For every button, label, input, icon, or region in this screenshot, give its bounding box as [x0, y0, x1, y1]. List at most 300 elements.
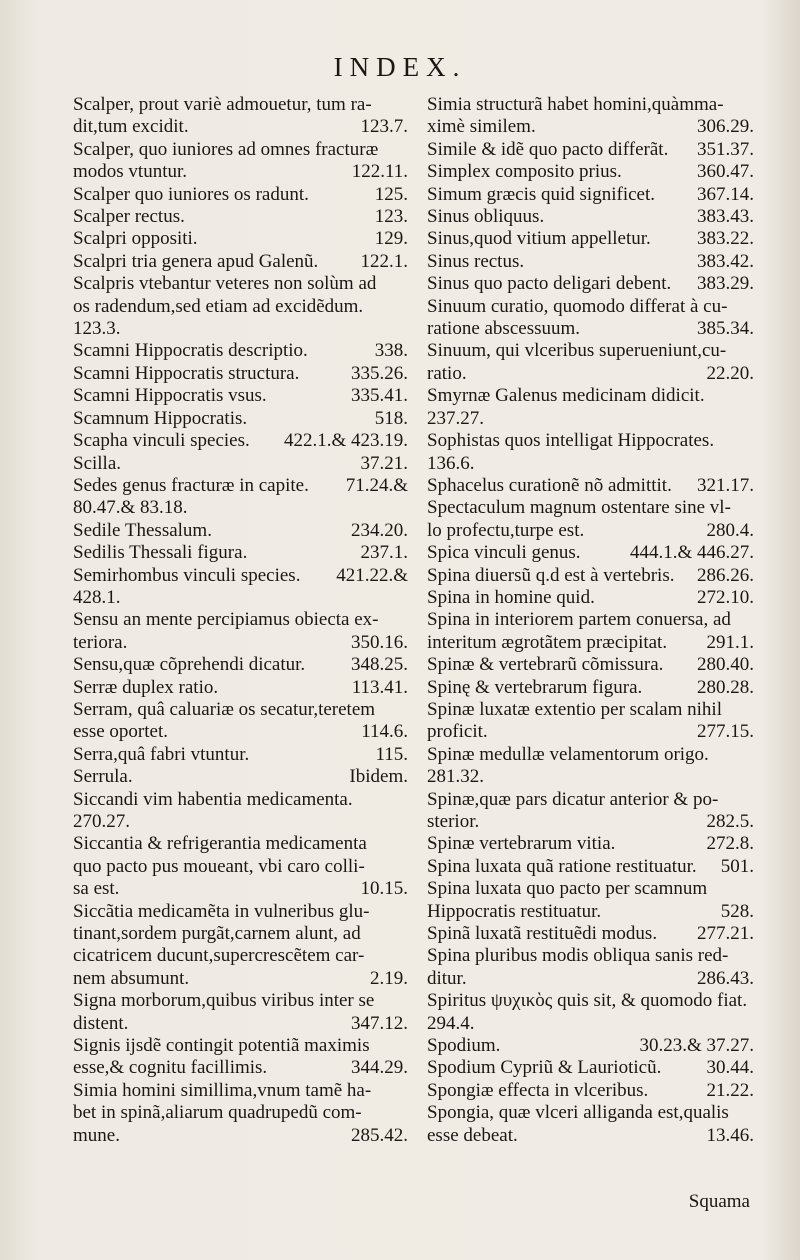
entry-text: Scalpris vtebantur veteres non solùm ad	[73, 273, 377, 295]
page-reference: 123.	[374, 206, 408, 228]
entry-line	[73, 1125, 408, 1147]
entry-text: Semirhombus vinculi species.	[73, 564, 301, 586]
entry-line	[73, 990, 408, 1012]
entry-text: lo profectu,turpe est.	[427, 519, 585, 541]
index-entry	[427, 228, 754, 250]
entry-line	[427, 833, 754, 855]
entry-line	[427, 296, 754, 318]
index-entry	[427, 677, 754, 699]
index-entry	[427, 744, 754, 789]
index-entry	[427, 699, 754, 744]
entry-text: 281.32.	[427, 766, 484, 788]
index-entry	[73, 565, 408, 610]
entry-line	[427, 161, 754, 183]
index-entry	[73, 699, 408, 744]
entry-line	[73, 475, 408, 497]
entry-text: sa est.	[73, 878, 120, 900]
page-reference: 335.41.	[351, 385, 408, 407]
entry-line	[427, 520, 754, 542]
entry-text: Scalper, prout variè admouetur, tum ra-	[73, 94, 372, 115]
right-column	[427, 94, 754, 1147]
entry-text: Sensu,quæ cõprehendi dicatur.	[73, 654, 306, 676]
entry-text: 136.6.	[427, 452, 475, 474]
entry-text: Spinæ,quæ pars dicatur anterior & po-	[427, 788, 719, 810]
index-entry	[73, 273, 408, 340]
entry-text: cicatricem ducunt,supercrescẽtem car-	[73, 945, 365, 967]
index-entry	[73, 833, 408, 900]
entry-line	[73, 273, 408, 295]
entry-text: Spica vinculi genus.	[427, 542, 581, 564]
page-reference: 280.28.	[697, 676, 754, 698]
entry-text: Scalper rectus.	[73, 206, 185, 228]
entry-line	[73, 721, 408, 743]
entry-text: proficit.	[427, 721, 488, 743]
left-column	[73, 94, 408, 1147]
page-reference: 129.	[374, 228, 408, 250]
page-reference: 291.1.	[706, 631, 754, 653]
entry-text: 294.4.	[427, 1012, 475, 1034]
entry-line	[73, 296, 408, 318]
entry-text: Spinæ & vertebrarũ cõmissura.	[427, 654, 664, 676]
page-reference: 30.44.	[706, 1057, 754, 1079]
index-entry	[427, 273, 754, 295]
index-entry	[427, 161, 754, 183]
index-entry	[73, 475, 408, 520]
page-reference: 335.26.	[351, 362, 408, 384]
entry-line	[73, 1013, 408, 1035]
page-reference: 282.5.	[706, 811, 754, 832]
index-entry	[427, 296, 754, 341]
page-reference: 444.1.& 446.27.	[629, 542, 754, 564]
entry-text: teriora.	[73, 631, 128, 653]
page-reference: 125.	[374, 183, 408, 205]
entry-text: Simia homini simillima,vnum tamẽ ha-	[73, 1079, 372, 1101]
entry-text: Scamnum Hippocratis.	[73, 407, 248, 429]
entry-text: Sinus,quod vitium appelletur.	[427, 228, 651, 250]
entry-line	[73, 945, 408, 967]
index-entry	[427, 251, 754, 273]
index-entry	[73, 677, 408, 699]
index-entry	[73, 94, 408, 139]
entry-line	[73, 789, 408, 811]
entry-text: Sensu an mente percipiamus obiecta ex-	[73, 609, 379, 631]
entry-text: ratio.	[427, 362, 467, 384]
page-reference: 280.4.	[706, 519, 754, 541]
entry-text: Hippocratis restituatur.	[427, 900, 602, 922]
entry-text: Simia structurã habet homini,quàmma-	[427, 94, 724, 115]
entry-text: nem absumunt.	[73, 967, 190, 989]
index-entry	[427, 789, 754, 834]
index-entry	[427, 878, 754, 923]
entry-text: mune.	[73, 1124, 120, 1146]
index-entry	[427, 1057, 754, 1079]
page-reference: 122.1.	[360, 250, 408, 272]
entry-line	[73, 609, 408, 631]
entry-line	[73, 1057, 408, 1079]
index-entry	[427, 1102, 754, 1147]
page-reference: 285.42.	[351, 1124, 408, 1146]
entry-text: Siccantia & refrigerantia medicamenta	[73, 833, 367, 855]
entry-line	[427, 542, 754, 564]
index-entry	[73, 1035, 408, 1080]
entry-line	[427, 587, 754, 609]
page-reference: 344.29.	[351, 1057, 408, 1079]
entry-line	[427, 923, 754, 945]
entry-text: 270.27.	[73, 811, 130, 832]
page-reference: 13.46.	[706, 1124, 754, 1146]
entry-line	[427, 654, 754, 676]
page-reference: 286.43.	[697, 967, 754, 989]
entry-line	[427, 206, 754, 228]
page-reference: 272.8.	[706, 833, 754, 855]
entry-text: Signis ijsdẽ contingit potentiã maximis	[73, 1035, 370, 1057]
entry-line	[427, 273, 754, 295]
page-reference: 10.15.	[360, 878, 408, 900]
index-entry	[427, 856, 754, 878]
index-entry	[427, 654, 754, 676]
index-entry	[73, 789, 408, 834]
entry-text: Spongiæ effecta in vlceribus.	[427, 1079, 649, 1101]
entry-line	[73, 318, 408, 340]
page-reference: 351.37.	[697, 138, 754, 160]
entry-line	[73, 833, 408, 855]
page-reference: 528.	[720, 900, 754, 922]
entry-text: Serra,quâ fabri vtuntur.	[73, 743, 250, 765]
entry-text: 428.1.	[73, 586, 121, 608]
entry-text: Sinus obliquus.	[427, 206, 545, 228]
entry-line	[427, 789, 754, 811]
index-entry	[73, 206, 408, 228]
entry-text: Spina luxata quo pacto per scamnum	[427, 878, 708, 900]
entry-line	[427, 968, 754, 990]
index-entry	[427, 833, 754, 855]
page-reference: 123.7.	[360, 116, 408, 138]
page-reference: 115.	[375, 743, 408, 765]
entry-line	[427, 1125, 754, 1147]
entry-line	[427, 699, 754, 721]
entry-text: ditur.	[427, 967, 467, 989]
entry-text: Spinæ medullæ velamentorum origo.	[427, 743, 709, 765]
entry-line	[427, 1080, 754, 1102]
entry-text: Spina diuersũ q.d est à vertebris.	[427, 564, 675, 586]
index-entry	[73, 609, 408, 654]
entry-text: Scilla.	[73, 452, 122, 474]
entry-line	[73, 251, 408, 273]
entry-line	[427, 1057, 754, 1079]
index-entry	[427, 385, 754, 430]
entry-text: tinant,sordem purgãt,carnem alunt, ad	[73, 923, 361, 945]
entry-text: esse debeat.	[427, 1124, 518, 1146]
entry-text: Siccandi vim habentia medicamenta.	[73, 788, 353, 810]
index-entry	[73, 990, 408, 1035]
entry-line	[427, 744, 754, 766]
entry-text: Serrula.	[73, 766, 133, 788]
page-reference: 367.14.	[697, 183, 754, 205]
entry-line	[427, 228, 754, 250]
entry-text: Scalper, quo iuniores ad omnes fracturæ	[73, 138, 379, 160]
index-entry	[73, 1080, 408, 1147]
entry-line	[427, 139, 754, 161]
entry-line	[73, 811, 408, 833]
page-reference: 280.40.	[697, 654, 754, 676]
entry-line	[73, 1035, 408, 1057]
entry-line	[73, 654, 408, 676]
entry-line	[427, 945, 754, 967]
index-entry	[427, 139, 754, 161]
entry-text: Sedile Thessalum.	[73, 519, 212, 541]
entry-line	[73, 430, 408, 452]
entry-line	[73, 497, 408, 519]
page-reference: 2.19.	[370, 967, 408, 989]
entry-line	[73, 677, 408, 699]
entry-text: Sedes genus fracturæ in capite.	[73, 474, 309, 496]
page-reference: 277.15.	[697, 721, 754, 743]
entry-line	[427, 340, 754, 362]
entry-line	[427, 94, 754, 116]
entry-text: Scamni Hippocratis vsus.	[73, 385, 267, 407]
entry-text: Sophistas quos intelligat Hippocrates.	[427, 430, 715, 452]
page-reference: 71.24.&	[345, 474, 408, 496]
index-entry	[73, 453, 408, 475]
entry-text: Scalpri tria genera apud Galenũ.	[73, 250, 319, 272]
entry-line	[73, 228, 408, 250]
entry-line	[73, 206, 408, 228]
entry-text: 237.27.	[427, 407, 484, 429]
entry-text: dit,tum excidit.	[73, 116, 189, 138]
index-entry	[427, 497, 754, 542]
entry-line	[73, 587, 408, 609]
entry-line	[73, 520, 408, 542]
entry-line	[427, 430, 754, 452]
entry-text: 123.3.	[73, 318, 121, 340]
page-reference: 383.42.	[697, 250, 754, 272]
entry-text: Spongia, quæ vlceri alliganda est,qualis	[427, 1102, 729, 1124]
entry-line	[73, 766, 408, 788]
entry-line	[427, 878, 754, 900]
page-reference: 348.25.	[351, 654, 408, 676]
index-entry	[427, 587, 754, 609]
entry-text: ximè similem.	[427, 116, 536, 138]
entry-line	[73, 340, 408, 362]
index-entry	[73, 901, 408, 991]
page-reference: 350.16.	[351, 631, 408, 653]
entry-line	[73, 856, 408, 878]
entry-text: Spinę & vertebrarum figura.	[427, 676, 643, 698]
page-reference: 383.22.	[697, 228, 754, 250]
entry-text: Sinus rectus.	[427, 250, 525, 272]
page-reference: 518.	[374, 407, 408, 429]
page-reference: 30.23.& 37.27.	[639, 1035, 754, 1057]
page-reference: 237.1.	[360, 542, 408, 564]
entry-line	[427, 453, 754, 475]
entry-text: Spina in interiorem partem conuersa, ad	[427, 609, 731, 631]
index-entry	[427, 923, 754, 945]
entry-text: Serram, quâ caluariæ os secatur,teretem	[73, 698, 376, 720]
entry-text: Signa morborum,quibus viribus inter se	[73, 990, 375, 1012]
page-reference: 360.47.	[697, 161, 754, 183]
index-entry	[427, 990, 754, 1035]
entry-line	[73, 923, 408, 945]
entry-line	[73, 565, 408, 587]
entry-text: Spina pluribus modis obliqua sanis red-	[427, 945, 729, 967]
entry-line	[427, 609, 754, 631]
entry-line	[427, 184, 754, 206]
index-entry	[73, 251, 408, 273]
entry-line	[427, 116, 754, 138]
entry-text: Sedilis Thessali figura.	[73, 542, 248, 564]
entry-text: Smyrnæ Galenus medicinam didicit.	[427, 385, 705, 407]
page-reference: 422.1.& 423.19.	[283, 430, 408, 452]
entry-line	[73, 385, 408, 407]
entry-text: Spina luxata quã ratione restituatur.	[427, 855, 697, 877]
page-reference: 37.21.	[360, 452, 408, 474]
entry-text: Scapha vinculi species.	[73, 430, 250, 452]
page-reference: 113.41.	[351, 676, 408, 698]
page-reference: 347.12.	[351, 1012, 408, 1034]
page-reference: 421.22.&	[336, 564, 408, 586]
entry-line	[427, 318, 754, 340]
entry-line	[427, 1035, 754, 1057]
entry-line	[427, 408, 754, 430]
index-entry	[427, 565, 754, 587]
entry-text: Sinuum, qui vlceribus superueniunt,cu-	[427, 340, 727, 362]
index-entry	[73, 520, 408, 542]
index-entry	[427, 206, 754, 228]
index-entry	[427, 475, 754, 497]
entry-text: Spinæ vertebrarum vitia.	[427, 833, 616, 855]
entry-text: 80.47.& 83.18.	[73, 497, 188, 519]
entry-line	[427, 385, 754, 407]
entry-line	[73, 453, 408, 475]
entry-text: os radendum,sed etiam ad excidẽdum.	[73, 295, 364, 317]
entry-text: Scalpri oppositi.	[73, 228, 198, 250]
entry-text: Simplex composito prius.	[427, 161, 622, 183]
index-entry	[427, 1080, 754, 1102]
index-entry	[73, 184, 408, 206]
index-entry	[427, 609, 754, 654]
entry-text: quo pacto pus moueant, vbi caro colli-	[73, 855, 365, 877]
page-reference: 22.20.	[706, 362, 754, 384]
index-entry	[73, 408, 408, 430]
entry-text: Sinus quo pacto deligari debent.	[427, 273, 672, 295]
entry-line	[73, 632, 408, 654]
entry-text: Sinuum curatio, quomodo differat à cu-	[427, 295, 728, 317]
entry-text: Simum græcis quid significet.	[427, 183, 655, 205]
index-entry	[73, 139, 408, 184]
entry-line	[427, 1013, 754, 1035]
entry-line	[427, 856, 754, 878]
entry-line	[427, 475, 754, 497]
entry-line	[427, 901, 754, 923]
page-reference: 277.21.	[697, 923, 754, 945]
index-entry	[73, 385, 408, 407]
entry-text: Spodium.	[427, 1035, 501, 1057]
entry-line	[73, 878, 408, 900]
page-reference: 501.	[720, 855, 754, 877]
page-reference: 383.43.	[697, 206, 754, 228]
entry-line	[427, 565, 754, 587]
index-entry	[427, 340, 754, 385]
entry-text: interitum ægrotãtem præcipitat.	[427, 631, 668, 653]
entry-text: Sphacelus curationẽ nõ admittit.	[427, 474, 672, 496]
entry-line	[427, 497, 754, 519]
index-entry	[427, 945, 754, 990]
index-entry	[427, 94, 754, 139]
entry-text: Simile & idẽ quo pacto differãt.	[427, 138, 669, 160]
page-reference: 21.22.	[706, 1079, 754, 1101]
entry-line	[427, 811, 754, 833]
page-reference: 306.29.	[697, 116, 754, 138]
page-reference: 122.11.	[351, 161, 408, 183]
entry-text: Scamni Hippocratis structura.	[73, 362, 300, 384]
entry-text: modos vtuntur.	[73, 161, 188, 183]
entry-text: bet in spinã,aliarum quadrupedũ com-	[73, 1102, 362, 1124]
entry-text: Spiritus ψυχικὸς quis sit, & quomodo fiat.	[427, 990, 748, 1012]
entry-line	[73, 363, 408, 385]
entry-line	[73, 699, 408, 721]
index-entry	[427, 184, 754, 206]
entry-line	[73, 184, 408, 206]
catchword: Squama	[688, 1191, 750, 1212]
entry-text: Spectaculum magnum ostentare sine vl-	[427, 497, 731, 519]
index-entry	[73, 340, 408, 362]
entry-line	[73, 408, 408, 430]
entry-line	[427, 990, 754, 1012]
index-entry	[427, 430, 754, 475]
page-reference: 383.29.	[697, 273, 754, 295]
entry-line	[73, 901, 408, 923]
entry-text: ratione abscessuum.	[427, 318, 581, 340]
page-reference: 272.10.	[697, 586, 754, 608]
page-reference: Ibidem.	[349, 766, 408, 788]
index-entry	[73, 766, 408, 788]
entry-line	[427, 1102, 754, 1124]
index-entry	[73, 542, 408, 564]
entry-line	[427, 251, 754, 273]
entry-text: Spina in homine quid.	[427, 586, 595, 608]
entry-line	[73, 968, 408, 990]
entry-text: Siccãtia medicamẽta in vulneribus glu-	[73, 900, 370, 922]
entry-line	[427, 766, 754, 788]
page-reference: 338.	[374, 340, 408, 362]
entry-line	[73, 1080, 408, 1102]
index-entry	[73, 744, 408, 766]
entry-text: esse,& cognitu facillimis.	[73, 1057, 268, 1079]
entry-line	[73, 116, 408, 138]
entry-line	[427, 363, 754, 385]
index-entry	[427, 1035, 754, 1057]
entry-line	[73, 94, 408, 116]
page-reference: 234.20.	[351, 519, 408, 541]
entry-text: esse oportet.	[73, 721, 168, 743]
entry-text: Spinæ luxatæ extentio per scalam nihil	[427, 698, 722, 720]
entry-text: Scamni Hippocratis descriptio.	[73, 340, 308, 362]
entry-line	[427, 677, 754, 699]
entry-line	[73, 139, 408, 161]
entry-line	[73, 542, 408, 564]
page-header: INDEX.	[333, 52, 467, 82]
entry-line	[73, 161, 408, 183]
index-entry	[73, 654, 408, 676]
page-reference: 286.26.	[697, 564, 754, 586]
entry-text: sterior.	[427, 811, 480, 832]
entry-text: Spinã luxatã restituẽdi modus.	[427, 923, 658, 945]
index-entry	[427, 542, 754, 564]
page-reference: 321.17.	[697, 474, 754, 496]
entry-line	[73, 744, 408, 766]
index-entry	[73, 228, 408, 250]
entry-text: Serræ duplex ratio.	[73, 676, 219, 698]
